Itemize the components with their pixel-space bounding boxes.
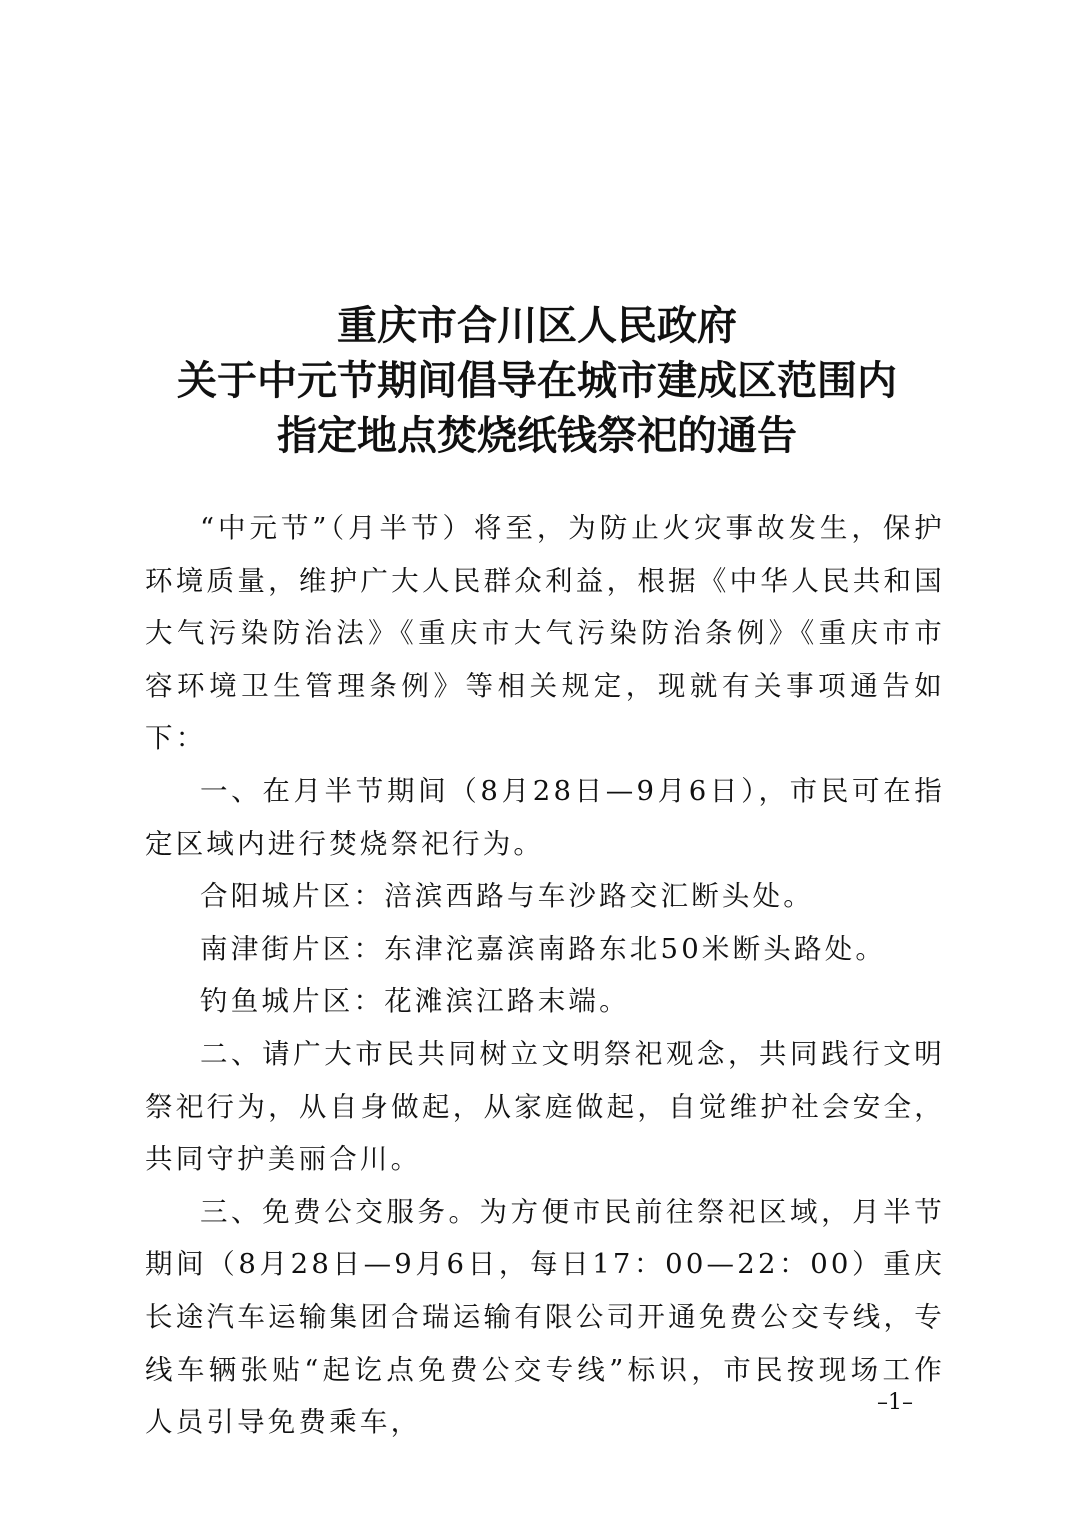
- title-line-2: 关于中元节期间倡导在城市建成区范围内: [177, 357, 897, 404]
- paragraph-intro: “中元节”（月半节）将至，为防止火灾事故发生，保护环境质量，维护广大人民群众利益，根据《中华人民共和国大气污染防治法》《重庆市大气污染防治条例》《重庆市市容环境卫生管理条例》等相关规定，现就有关事项通告如下：: [145, 512, 945, 755]
- page-number: –1–: [877, 1390, 913, 1415]
- notice-title: [0, 298, 1074, 463]
- notice-body: [145, 502, 945, 1449]
- paragraph-location-diaoyucheng: 钓鱼城片区：花滩滨江路末端。: [200, 985, 630, 1018]
- paragraph-location-nanjin: 南津街片区：东津沱嘉滨南路东北50米断头路处。: [200, 932, 887, 965]
- paragraph-item-1: 一、在月半节期间（8月28日—9月6日），市民可在指定区域内进行焚烧祭祀行为。: [145, 774, 945, 860]
- title-line-1: 重庆市合川区人民政府: [337, 302, 737, 349]
- paragraph-item-3: 三、免费公交服务。为方便市民前往祭祀区域，月半节期间（8月28日—9月6日，每日17：00—22：00）重庆长途汽车运输集团合瑞运输有限公司开通免费公交专线，专线车辆张贴“起讫点免费公交专线”标识，市民按现场工作人员引导免费乘车，: [145, 1195, 945, 1439]
- paragraph-item-2: 二、请广大市民共同树立文明祭祀观念，共同践行文明祭祀行为，从自身做起，从家庭做起，自觉维护社会安全，共同守护美丽合川。: [145, 1037, 945, 1176]
- title-line-3: 指定地点焚烧纸钱祭祀的通告: [277, 412, 797, 459]
- paragraph-location-heyang: 合阳城片区：涪滨西路与车沙路交汇断头处。: [200, 880, 814, 913]
